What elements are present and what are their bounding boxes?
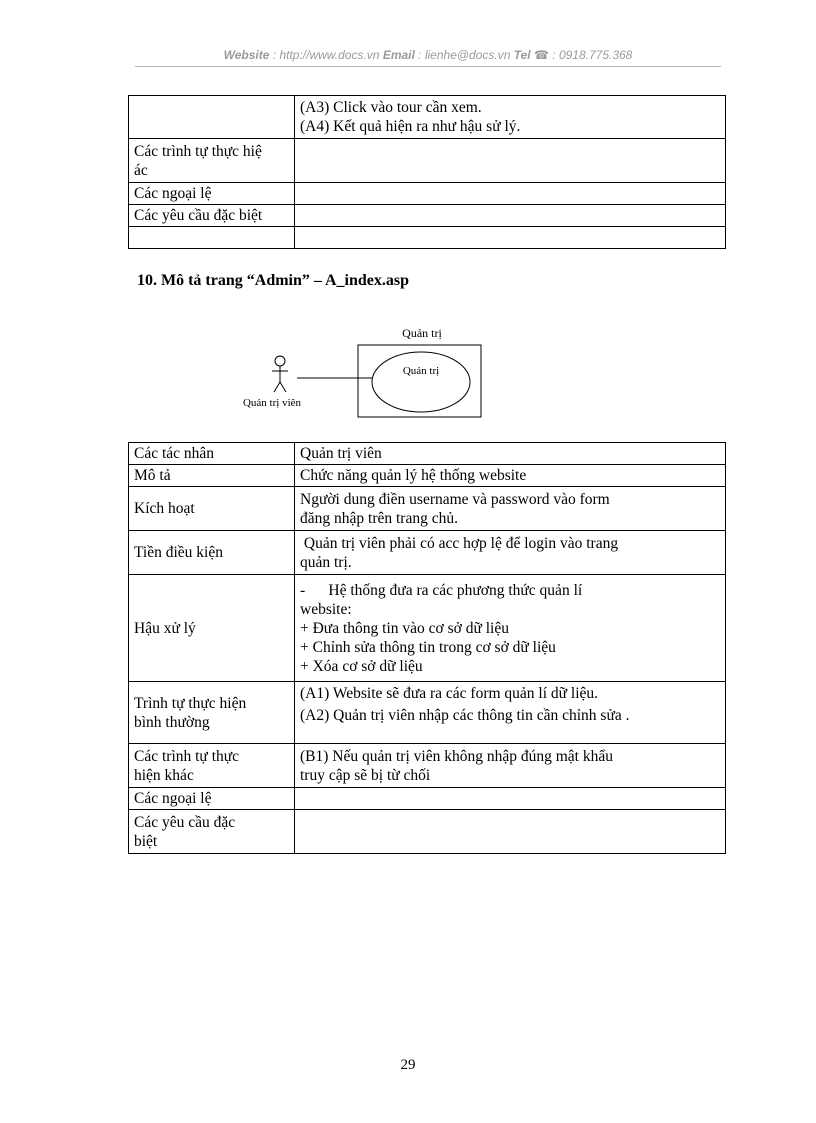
- system-boundary-label: Quản trị: [402, 326, 442, 340]
- table-cell-label: Các tác nhân: [129, 443, 295, 465]
- text-line: (A3) Click vào tour cần xem.: [300, 99, 482, 116]
- table-row: [129, 531, 726, 575]
- table-cell-value: [295, 487, 726, 531]
- table-cell-label: Các ngoại lệ: [129, 183, 295, 205]
- table-row: [129, 744, 726, 788]
- table-cell-label: [129, 744, 295, 788]
- text-line: - Hệ thống đưa ra các phương thức quản lí: [300, 581, 583, 599]
- table-cell-label: [129, 96, 295, 139]
- table-cell-value: Chức năng quản lý hệ thống website: [295, 465, 726, 487]
- text-line: đăng nhập trên trang chủ.: [300, 509, 458, 527]
- page-header: [135, 48, 721, 62]
- use-case-label: Quản trị: [402, 365, 440, 377]
- website-value: : http://www.docs.vn: [269, 48, 383, 62]
- page-number: 29: [400, 1057, 416, 1073]
- table-cell-value: [295, 682, 726, 744]
- table-cell-value: [295, 788, 726, 810]
- table-row: [129, 139, 726, 183]
- text-line: + Xóa cơ sở dữ liệu: [300, 657, 423, 675]
- system-boundary: [358, 345, 481, 417]
- text-line: website:: [300, 600, 352, 618]
- table-cell-label: Mô tả: [129, 465, 295, 487]
- use-case-table-admin: [128, 442, 726, 854]
- table-row: [129, 575, 726, 682]
- table-row: [129, 465, 726, 487]
- table-cell-label: Các yêu cầu đặc biệt: [129, 205, 295, 227]
- use-case-table-previous: [128, 95, 726, 249]
- table-row: [129, 96, 726, 139]
- text-line: ác: [134, 161, 148, 179]
- table-row: [129, 227, 726, 249]
- text-line: Quản trị viên phải có acc hợp lệ để login vào trang: [300, 534, 619, 552]
- text-line: (A4) Kết quả hiện ra như hậu sử lý.: [300, 118, 521, 135]
- table-row: [129, 487, 726, 531]
- text-line: biệt: [134, 832, 158, 850]
- table-cell-value: [295, 531, 726, 575]
- text-line: (A1) Website sẽ đưa ra các form quản lí dữ liệu.: [300, 685, 599, 702]
- tel-label: Tel: [513, 48, 531, 62]
- section-heading: 10. Mô tả trang “Admin” – A_index.asp: [137, 272, 410, 289]
- table-row: [129, 205, 726, 227]
- text-line: + Đưa thông tin vào cơ sở dữ liệu: [300, 619, 509, 637]
- website-label: Website: [223, 48, 270, 62]
- table-cell-value: [295, 139, 726, 183]
- table-cell-label: Các ngoại lệ: [129, 788, 295, 810]
- text-line: Các yêu cầu đặc: [134, 813, 236, 831]
- text-line: Các trình tự thực: [134, 747, 240, 765]
- table-cell-label: Hậu xử lý: [129, 575, 295, 682]
- table-cell-label: [129, 682, 295, 744]
- table-row: [129, 682, 726, 744]
- table-cell-label: Tiền điều kiện: [129, 531, 295, 575]
- table-cell-value: [295, 810, 726, 854]
- text-line: Người dung điền username và password vào form: [300, 490, 610, 508]
- table-row: [129, 443, 726, 465]
- email-label: Email: [382, 48, 415, 62]
- tel-value: ☎ : 0918.775.368: [530, 48, 633, 62]
- header-divider: [135, 66, 721, 67]
- text-line: (A2) Quản trị viên nhập các thông tin cần chỉnh sửa .: [300, 707, 630, 724]
- table-cell-value: Quản trị viên: [295, 443, 726, 465]
- text-line: (B1) Nếu quản trị viên không nhập đúng mật khẩu: [300, 747, 613, 765]
- table-row: [129, 788, 726, 810]
- text-line: bình thường: [134, 713, 210, 731]
- table-row: [129, 810, 726, 854]
- text-line: Các trình tự thực hiệ: [134, 142, 262, 160]
- table-cell-label: Kích hoạt: [129, 487, 295, 531]
- table-cell-label: [129, 227, 295, 249]
- use-case-diagram: [225, 320, 495, 420]
- table-cell-label: [129, 810, 295, 854]
- table-cell-value: [295, 96, 726, 139]
- email-value: : lienhe@docs.vn: [414, 48, 514, 62]
- text-line: truy cập sẽ bị từ chối: [300, 766, 431, 784]
- table-cell-value: [295, 227, 726, 249]
- text-line: + Chỉnh sửa thông tin trong cơ sở dữ liệu: [300, 638, 556, 656]
- table-row: [129, 183, 726, 205]
- actor-label: Quản trị viên: [242, 397, 302, 409]
- table-cell-value: [295, 205, 726, 227]
- text-line: Trình tự thực hiện: [134, 694, 247, 712]
- actor-icon: [272, 356, 288, 392]
- text-line: hiện khác: [134, 766, 194, 784]
- use-case-ellipse: [372, 352, 470, 412]
- table-cell-value: [295, 575, 726, 682]
- table-cell-value: [295, 744, 726, 788]
- table-cell-label: [129, 139, 295, 183]
- text-line: quản trị.: [300, 553, 352, 571]
- table-cell-value: [295, 183, 726, 205]
